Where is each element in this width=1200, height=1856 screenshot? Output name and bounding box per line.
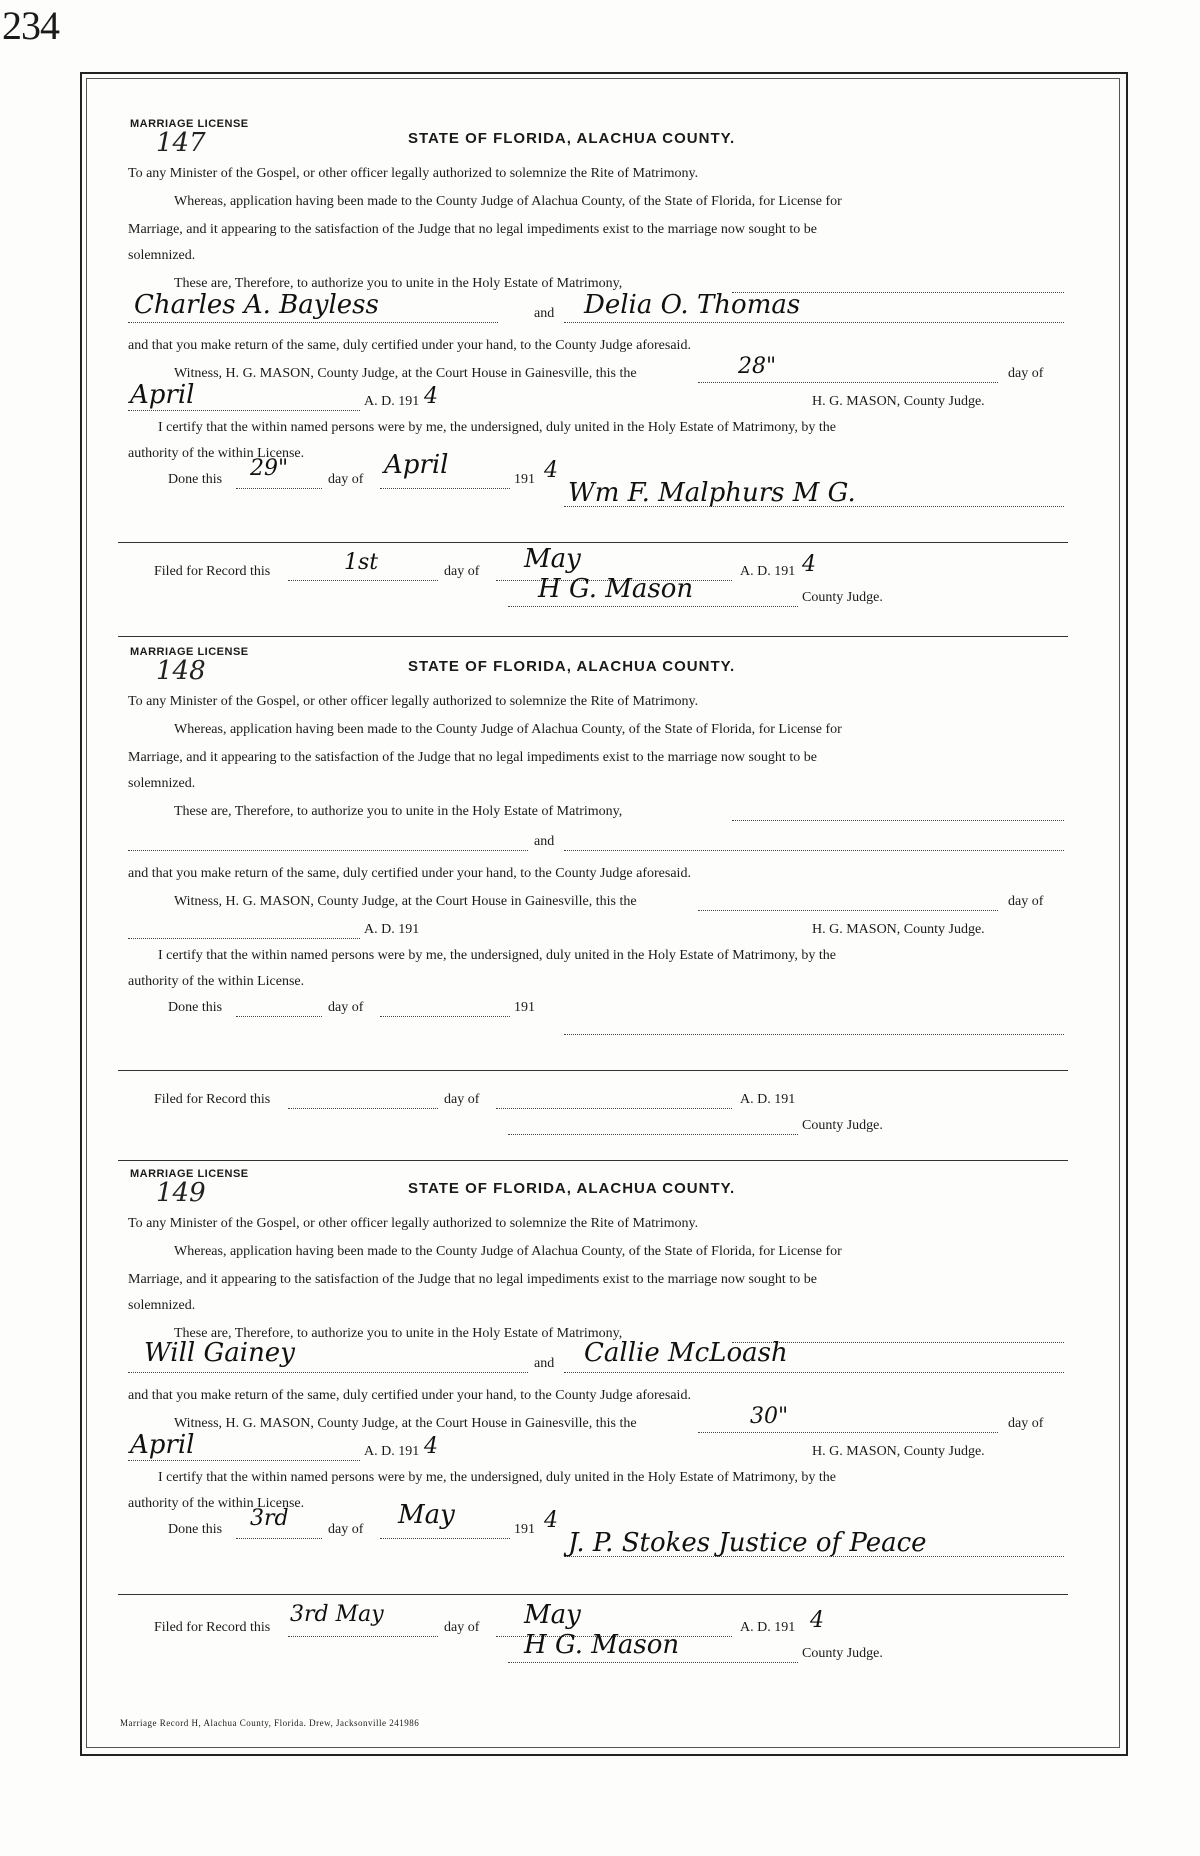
witness-month-line (128, 1460, 360, 1461)
witness-day-line (698, 910, 998, 911)
done-this-label: Done this (168, 1000, 223, 1015)
bride-line (564, 322, 1064, 323)
divider-rule (118, 1594, 1068, 1595)
and-label: and (534, 834, 555, 849)
done-year: 4 (544, 1508, 558, 1533)
return-line: and that you make return of the same, duly certified under your hand, to the County Judge aforesaid. (128, 866, 691, 881)
bride-name: Callie McLoash (584, 1338, 788, 1368)
license-label: MARRIAGE LICENSE (130, 646, 249, 658)
done-day-of: day of (328, 1522, 364, 1537)
filed-day-of: day of (444, 564, 480, 579)
filed-ad-label: A. D. 191 (740, 1092, 796, 1107)
license-149 (118, 1168, 1068, 1688)
whereas-line-1: Whereas, application having been made to the County Judge of Alachua County, of the State of Florida, for License for (174, 1244, 842, 1259)
done-year-label: 191 (514, 1000, 535, 1015)
printer-imprint: Marriage Record H, Alachua County, Florida. Drew, Jacksonville 241986 (120, 1718, 420, 1728)
therefore-line: These are, Therefore, to authorize you to unite in the Holy Estate of Matrimony, (174, 804, 623, 819)
bride-line (564, 850, 1064, 851)
clerk-line (508, 606, 798, 607)
page-number: 234 (2, 3, 59, 48)
and-label: and (534, 1356, 555, 1371)
filed-day-line (288, 580, 438, 581)
whereas-line-3: solemnized. (128, 776, 196, 791)
done-month-line (380, 488, 510, 489)
county-judge-label: County Judge. (802, 590, 883, 605)
divider-rule (118, 1070, 1068, 1071)
filed-day-of: day of (444, 1092, 480, 1107)
return-line: and that you make return of the same, duly certified under your hand, to the County Judge aforesaid. (128, 338, 691, 353)
witness-month-line (128, 938, 360, 939)
clerk-signature: H G. Mason (524, 1630, 680, 1660)
groom-line (128, 322, 498, 323)
license-number: 148 (156, 656, 206, 686)
groom-name: Charles A. Bayless (134, 290, 379, 320)
filed-ad-label: A. D. 191 (740, 564, 796, 579)
done-day-of: day of (328, 472, 364, 487)
done-day-line (236, 1016, 322, 1017)
done-day: 3rd (250, 1506, 289, 1531)
done-this-label: Done this (168, 1522, 223, 1537)
witness-day-line (698, 382, 998, 383)
whereas-line-2: Marriage, and it appearing to the satisfaction of the Judge that no legal impediments exist to the marriage now sought to be (128, 222, 817, 237)
filed-month: May (524, 1600, 581, 1630)
divider-rule (118, 636, 1068, 637)
witness-day: 28" (738, 354, 777, 379)
witness-day-line (698, 1432, 998, 1433)
witness-day: 30" (750, 1404, 789, 1429)
certify-line-1: I certify that the within named persons were by me, the undersigned, duly united in the Holy Estate of Matrimony, by the (158, 948, 836, 963)
done-year: 4 (544, 458, 558, 483)
whereas-line-2: Marriage, and it appearing to the satisfaction of the Judge that no legal impediments exist to the marriage now sought to be (128, 1272, 817, 1287)
certify-line-2: authority of the within License. (128, 974, 305, 989)
done-month-line (380, 1016, 510, 1017)
license-label: MARRIAGE LICENSE (130, 118, 249, 130)
license-number: 149 (156, 1178, 206, 1208)
certify-line-1: I certify that the within named persons were by me, the undersigned, duly united in the Holy Estate of Matrimony, by the (158, 420, 836, 435)
to-any-minister: To any Minister of the Gospel, or other officer legally authorized to solemnize the Rite of Matrimony. (128, 694, 699, 709)
whereas-line-1: Whereas, application having been made to the County Judge of Alachua County, of the State of Florida, for License for (174, 722, 842, 737)
done-day-line (236, 1538, 322, 1539)
whereas-line-2: Marriage, and it appearing to the satisfaction of the Judge that no legal impediments exist to the marriage now sought to be (128, 750, 817, 765)
license-148 (118, 646, 1068, 1146)
bride-line (564, 1372, 1064, 1373)
certify-line-2: authority of the within License. (128, 446, 305, 461)
done-month-line (380, 1538, 510, 1539)
filed-month-line (496, 1108, 732, 1109)
day-of-label: day of (1008, 366, 1044, 381)
groom-name: Will Gainey (144, 1338, 295, 1368)
clerk-line (508, 1662, 798, 1663)
witness-year: 4 (424, 1434, 438, 1459)
officiant-signature: J. P. Stokes Justice of Peace (568, 1528, 927, 1558)
done-month: May (398, 1500, 455, 1530)
done-year-label: 191 (514, 472, 535, 487)
judge-signature: H. G. MASON, County Judge. (812, 922, 985, 937)
certify-line-2: authority of the within License. (128, 1496, 305, 1511)
done-day: 29" (250, 456, 289, 481)
return-line: and that you make return of the same, duly certified under your hand, to the County Judge aforesaid. (128, 1388, 691, 1403)
judge-signature: H. G. MASON, County Judge. (812, 394, 985, 409)
certify-line-1: I certify that the within named persons were by me, the undersigned, duly united in the Holy Estate of Matrimony, by the (158, 1470, 836, 1485)
ad-label: A. D. 191 (364, 922, 420, 937)
filed-label: Filed for Record this (154, 1620, 271, 1635)
county-judge-label: County Judge. (802, 1646, 883, 1661)
filed-year: 4 (802, 552, 816, 577)
filed-ad-label: A. D. 191 (740, 1620, 796, 1635)
done-year-label: 191 (514, 1522, 535, 1537)
filed-year: 4 (810, 1608, 824, 1633)
done-this-label: Done this (168, 472, 223, 487)
whereas-line-3: solemnized. (128, 248, 196, 263)
to-any-minister: To any Minister of the Gospel, or other officer legally authorized to solemnize the Rite of Matrimony. (128, 1216, 699, 1231)
witness-month: April (130, 1430, 195, 1460)
done-day-of: day of (328, 1000, 364, 1015)
dotted-fill (732, 820, 1064, 821)
divider-rule (118, 1160, 1068, 1161)
witness-line: Witness, H. G. MASON, County Judge, at the Court House in Gainesville, this the (174, 1416, 637, 1431)
state-heading: STATE OF FLORIDA, ALACHUA COUNTY. (408, 1180, 736, 1197)
bride-name: Delia O. Thomas (584, 290, 801, 320)
county-judge-label: County Judge. (802, 1118, 883, 1133)
therefore-line: These are, Therefore, to authorize you to unite in the Holy Estate of Matrimony, (174, 1326, 623, 1341)
clerk-line (508, 1134, 798, 1135)
witness-line: Witness, H. G. MASON, County Judge, at the Court House in Gainesville, this the (174, 366, 637, 381)
ad-label: A. D. 191 (364, 1444, 420, 1459)
day-of-label: day of (1008, 1416, 1044, 1431)
groom-line (128, 1372, 528, 1373)
state-heading: STATE OF FLORIDA, ALACHUA COUNTY. (408, 130, 736, 147)
therefore-line: These are, Therefore, to authorize you to unite in the Holy Estate of Matrimony, (174, 276, 623, 291)
and-label: and (534, 306, 555, 321)
filed-day-line (288, 1636, 438, 1637)
filed-label: Filed for Record this (154, 1092, 271, 1107)
ad-label: A. D. 191 (364, 394, 420, 409)
license-147 (118, 118, 1068, 618)
done-month: April (384, 450, 449, 480)
witness-month: April (130, 380, 195, 410)
officiant-signature: Wm F. Malphurs M G. (568, 478, 856, 508)
filed-day-line (288, 1108, 438, 1109)
whereas-line-1: Whereas, application having been made to the County Judge of Alachua County, of the State of Florida, for License for (174, 194, 842, 209)
license-number: 147 (156, 128, 206, 158)
state-heading: STATE OF FLORIDA, ALACHUA COUNTY. (408, 658, 736, 675)
groom-line (128, 850, 528, 851)
to-any-minister: To any Minister of the Gospel, or other officer legally authorized to solemnize the Rite of Matrimony. (128, 166, 699, 181)
filed-day-of: day of (444, 1620, 480, 1635)
done-day-line (236, 488, 322, 489)
filed-label: Filed for Record this (154, 564, 271, 579)
witness-year: 4 (424, 384, 438, 409)
witness-line: Witness, H. G. MASON, County Judge, at the Court House in Gainesville, this the (174, 894, 637, 909)
witness-month-line (128, 410, 360, 411)
whereas-line-3: solemnized. (128, 1298, 196, 1313)
license-label: MARRIAGE LICENSE (130, 1168, 249, 1180)
day-of-label: day of (1008, 894, 1044, 909)
filed-day: 3rd May (290, 1602, 384, 1627)
clerk-signature: H G. Mason (538, 574, 694, 604)
divider-rule (118, 542, 1068, 543)
filed-day: 1st (344, 550, 379, 575)
officiant-line (564, 1034, 1064, 1035)
judge-signature: H. G. MASON, County Judge. (812, 1444, 985, 1459)
filed-month: May (524, 544, 581, 574)
